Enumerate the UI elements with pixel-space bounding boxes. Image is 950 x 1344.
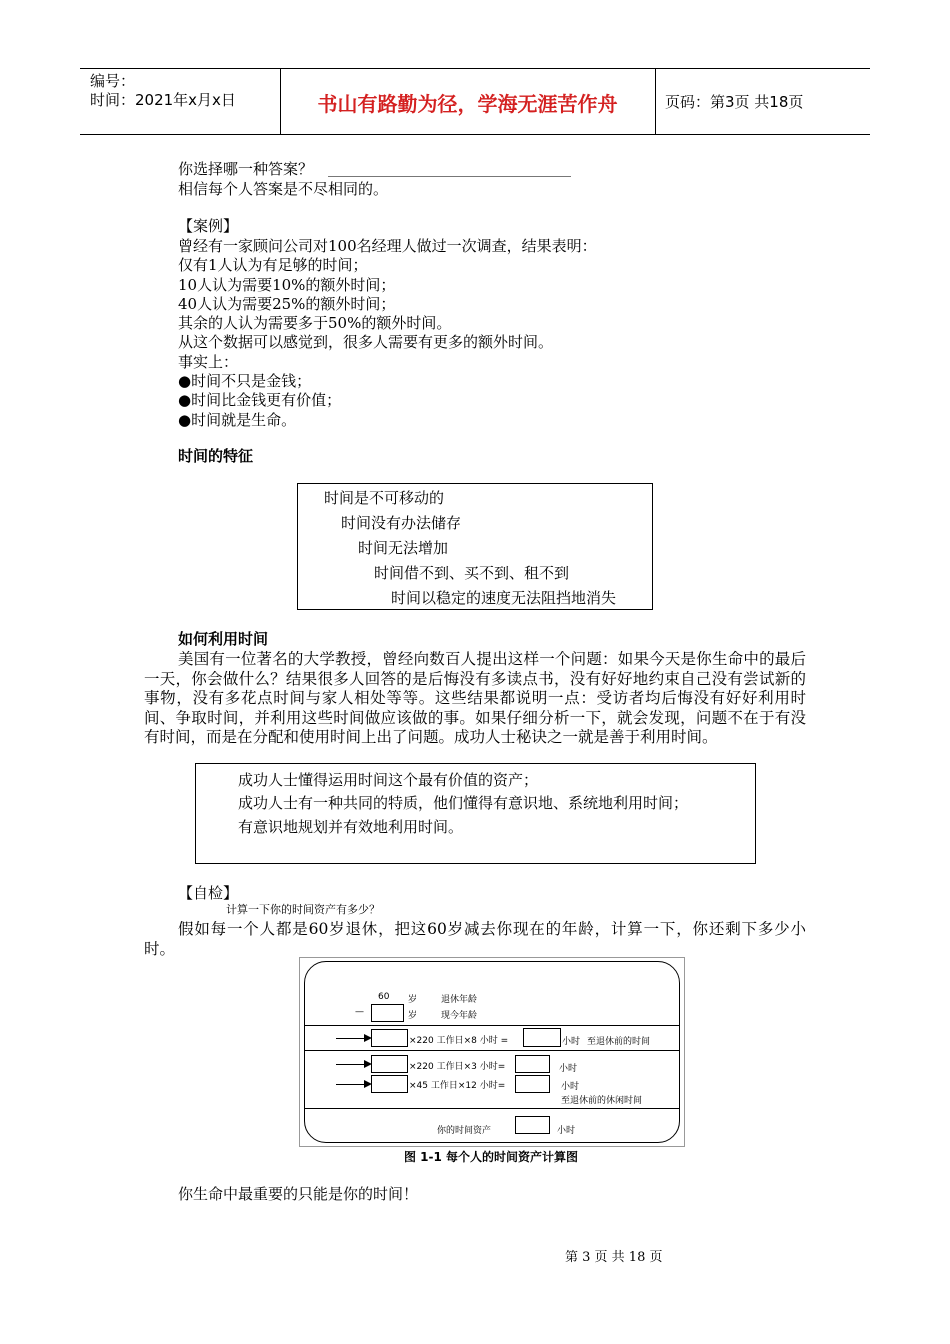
work-hours-formula: ×220 工作日×8 小时 = — [409, 1036, 509, 1046]
header-motto: 书山有路勤为径，学海无涯苦作舟 — [317, 92, 618, 116]
usage-box-line: 有意识地规划并有效地利用时间。 — [238, 818, 464, 836]
leisure-label: 至退休前的休闲时间 — [561, 1096, 643, 1106]
leisure-holiday-unit: 小时 — [561, 1082, 580, 1092]
work-hours-unit: 小时 — [562, 1037, 581, 1047]
arrow-line — [336, 1064, 366, 1065]
arrow-line — [336, 1038, 366, 1039]
case-line: 40人认为需要25%的额外时间； — [178, 294, 396, 313]
years-box — [371, 1029, 408, 1047]
case-bullet: ●时间就是生命。 — [178, 410, 297, 429]
case-bullet: ●时间比金钱更有价值； — [178, 391, 342, 410]
case-title: 【案例】 — [178, 217, 239, 235]
self-check-paragraph: 假如每一个人都是60岁退休，把这60岁减去你现在的年龄，计算一下，你还剩下多少小时。 — [144, 920, 806, 958]
case-bullet: ●时间不只是金钱； — [178, 372, 312, 391]
years-box — [371, 1075, 408, 1093]
case-line: 事实上： — [178, 352, 239, 371]
intro-answer-note: 相信每个人答案是不尽相同的。 — [178, 180, 389, 198]
leisure-weekday-unit: 小时 — [559, 1064, 578, 1074]
self-check-subtitle: 计算一下你的时间资产有多少？ — [226, 903, 380, 916]
features-title: 时间的特征 — [178, 447, 254, 465]
case-line: 10人认为需要10%的额外时间； — [178, 275, 396, 294]
leisure-weekday-box — [515, 1055, 550, 1073]
total-box — [515, 1116, 550, 1134]
page-footer: 第 3 页 共 18 页 — [565, 1250, 663, 1265]
header-divider-right — [655, 68, 656, 135]
usage-box — [195, 763, 756, 864]
work-hours-box — [523, 1028, 561, 1047]
case-line: 其余的人认为需要多于50%的额外时间。 — [178, 314, 452, 333]
feature-item: 时间以稳定的速度无法阻挡地消失 — [391, 589, 617, 607]
leisure-holiday-formula: ×45 工作日×12 小时= — [409, 1081, 506, 1091]
header-number-label: 编号： — [90, 72, 136, 90]
self-check-title: 【自检】 — [178, 884, 239, 902]
arrow-line — [336, 1084, 366, 1085]
usage-box-line: 成功人士懂得运用时间这个最有价值的资产； — [238, 771, 539, 789]
retire-age-number: 60 — [378, 992, 390, 1002]
intro-question: 你选择哪一种答案？ — [178, 160, 314, 178]
figure-caption: 图 1-1 每个人的时间资产计算图 — [403, 1150, 579, 1164]
total-label: 你的时间资产 — [437, 1126, 492, 1136]
current-age-label: 现今年龄 — [441, 1011, 478, 1021]
current-age-unit: 岁 — [408, 1011, 418, 1021]
figure-rounded-frame — [304, 961, 680, 1143]
minus-sign: — — [355, 1007, 364, 1017]
total-unit: 小时 — [557, 1126, 576, 1136]
current-age-box — [371, 1004, 404, 1022]
feature-item: 时间是不可移动的 — [324, 489, 445, 507]
time-asset-figure — [299, 957, 685, 1147]
leisure-weekday-formula: ×220 工作日×3 小时= — [409, 1062, 506, 1072]
figure-separator — [305, 1108, 679, 1109]
feature-item: 时间没有办法储存 — [341, 514, 462, 532]
feature-item: 时间借不到、买不到、租不到 — [374, 564, 570, 582]
header-time-label: 时间：2021年x月x日 — [90, 91, 236, 109]
header-top-border — [80, 68, 870, 69]
leisure-holiday-box — [515, 1075, 550, 1093]
usage-title: 如何利用时间 — [178, 630, 269, 648]
retire-age-unit: 岁 — [408, 995, 418, 1005]
figure-separator — [305, 1050, 679, 1051]
feature-item: 时间无法增加 — [358, 539, 449, 557]
case-lines — [178, 237, 597, 430]
figure-separator — [305, 1025, 679, 1026]
header-bottom-border — [80, 134, 870, 135]
header-page-info: 页码：第3页 共18页 — [665, 93, 804, 111]
case-line: 仅有1人认为有足够的时间； — [178, 256, 368, 275]
closing-statement: 你生命中最重要的只能是你的时间！ — [178, 1185, 419, 1203]
answer-blank-line — [328, 176, 571, 177]
retire-age-label: 退休年龄 — [441, 995, 478, 1005]
case-line: 从这个数据可以感觉到，很多人需要有更多的额外时间。 — [178, 333, 554, 352]
usage-paragraph: 美国有一位著名的大学教授，曾经向数百人提出这样一个问题：如果今天是你生命中的最后一天，你会做什么？结果很多人回答的是后悔没有多读点书，没有好好地约束自己没有尝试新的事物，没有多花点时间与家人相处等等。这些结果都说明一点：受访者均后悔没有好好利用时间、争取时间，并利用这些时间做应该做的事。如果仔细分析一下，就会发现，问题不在于有没有时间，而是在分配和使用时间上出了问题。成功人士秘诀之一就是善于利用时间。 — [144, 650, 806, 746]
case-line: 曾经有一家顾问公司对100名经理人做过一次调查，结果表明： — [178, 237, 597, 255]
features-box — [297, 483, 653, 610]
work-hours-label: 至退休前的时间 — [587, 1037, 651, 1047]
years-box — [371, 1055, 408, 1073]
usage-box-line: 成功人士有一种共同的特质，他们懂得有意识地、系统地利用时间； — [238, 794, 689, 812]
